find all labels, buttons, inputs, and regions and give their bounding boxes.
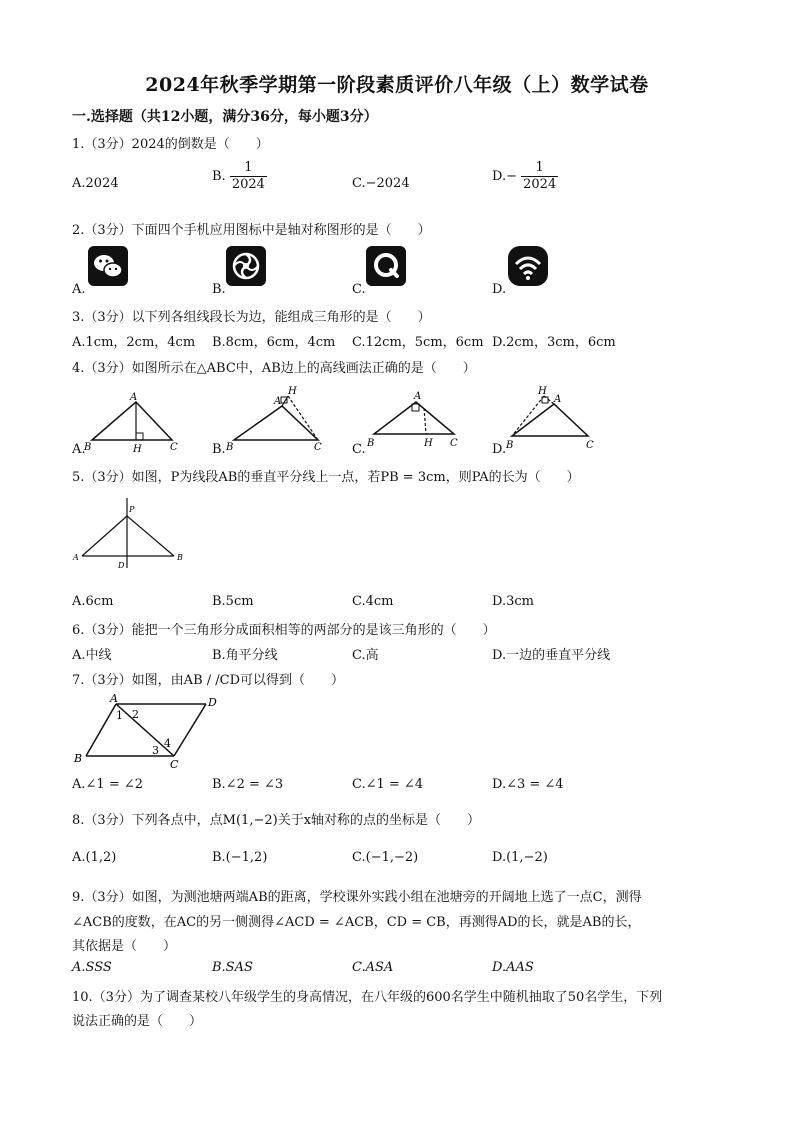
q7-option-b[interactable]: B.∠2 = ∠3 — [212, 777, 284, 792]
q5-label-a: A — [73, 553, 79, 562]
q1-option-d-fraction — [521, 160, 558, 193]
q7-label-d: D — [208, 696, 217, 709]
question-5-stem: 5.（3分）如图，P为线段AB的垂直平分线上一点，若PB = 3cm，则PA的长为（ ） — [72, 470, 580, 485]
question-4-stem: 4.（3分）如图所示在△ABC中，AB边上的高线画法正确的是（ ） — [72, 361, 476, 376]
q2-option-c[interactable]: C. — [352, 282, 366, 297]
q4a-label-b: B — [84, 442, 92, 453]
wechat-icon — [88, 246, 128, 286]
question-9-line-2: ∠ACB的度数，在AC的另一侧测得∠ACD = ∠ACB，CD = CB，再测得AD的长，就是AB的长， — [72, 915, 641, 930]
q7-angle-4: 4 — [164, 737, 171, 750]
q1-b-denominator: 2024 — [231, 177, 265, 192]
q5-label-d: D — [118, 561, 125, 570]
q1-option-d-prefix: D.− — [492, 169, 517, 184]
q1-b-numerator: 1 — [244, 160, 253, 175]
q1-d-denominator: 2024 — [523, 177, 557, 192]
q6-option-b[interactable]: B.角平分线 — [212, 648, 278, 663]
q3-option-d[interactable]: D.2cm，3cm，6cm — [492, 335, 616, 350]
q5-option-d[interactable]: D.3cm — [492, 594, 534, 609]
q5-figure — [70, 496, 188, 574]
section-heading: 一.选择题（共12小题，满分36分，每小题3分） — [72, 109, 378, 125]
q7-option-d[interactable]: D.∠3 = ∠4 — [492, 777, 564, 792]
question-10-line-1: 10.（3分）为了调查某校八年级学生的身高情况，在八年级的600名学生中随机抽取了50名学生，下列 — [72, 990, 663, 1005]
q4c-label-a: A — [414, 391, 422, 402]
q4b-label-h: H — [288, 386, 297, 397]
q4b-label-c: C — [314, 442, 322, 453]
q4-figure-b — [226, 384, 336, 456]
q8-option-b[interactable]: B.(−1,2) — [212, 850, 268, 865]
q7-label-a: A — [110, 692, 118, 705]
q4-option-c[interactable]: C. — [352, 442, 366, 457]
q8-option-d[interactable]: D.(1,−2) — [492, 850, 548, 865]
q4-figure-c — [364, 388, 474, 456]
q1-option-a[interactable]: A.2024 — [72, 176, 119, 191]
q9-option-d[interactable]: D.AAS — [492, 960, 534, 975]
q7-label-c: C — [170, 758, 179, 768]
question-7-stem: 7.（3分）如图，由AB / /CD可以得到（ ） — [72, 673, 345, 688]
q4d-label-h: H — [538, 386, 547, 397]
q4-option-d[interactable]: D. — [492, 442, 507, 457]
question-8-stem: 8.（3分）下列各点中，点M(1,−2)关于x轴对称的点的坐标是（ ） — [72, 813, 481, 828]
q2-option-d[interactable]: D. — [492, 282, 507, 297]
q4c-label-c: C — [450, 438, 458, 449]
question-9-line-1: 9.（3分）如图，为测池塘两端AB的距离，学校课外实践小组在池塘旁的开阔地上选了一点C，测得 — [72, 890, 642, 905]
q6-option-d[interactable]: D.一边的垂直平分线 — [492, 648, 611, 663]
q5-option-b[interactable]: B.5cm — [212, 594, 254, 609]
q4a-label-c: C — [170, 442, 178, 453]
q6-option-c[interactable]: C.高 — [352, 648, 379, 663]
q3-option-a[interactable]: A.1cm，2cm，4cm — [72, 335, 196, 350]
q6-option-a[interactable]: A.中线 — [72, 648, 112, 663]
q9-option-c[interactable]: C.ASA — [352, 960, 394, 975]
q9-option-a[interactable]: A.SSS — [72, 960, 112, 975]
q7-angle-2: 2 — [132, 708, 139, 721]
q4-option-b[interactable]: B. — [212, 442, 226, 457]
q4d-label-c: C — [586, 440, 594, 451]
q4-option-a[interactable]: A. — [72, 442, 86, 457]
q4-figure-d — [504, 384, 604, 456]
q2-option-a[interactable]: A. — [72, 282, 86, 297]
q4b-label-b: B — [226, 442, 234, 453]
question-3-stem: 3.（3分）以下列各组线段长为边，能组成三角形的是（ ） — [72, 310, 431, 325]
pinwheel-icon — [226, 246, 266, 286]
q5-option-c[interactable]: C.4cm — [352, 594, 394, 609]
question-10-line-2: 说法正确的是（ ） — [72, 1014, 203, 1029]
q1-option-d[interactable] — [492, 160, 558, 193]
q5-label-p: P — [129, 505, 135, 514]
q4d-label-a: A — [554, 394, 562, 405]
q7-angle-1: 1 — [116, 709, 123, 722]
q1-option-b[interactable] — [212, 160, 267, 193]
q8-option-a[interactable]: A.(1,2) — [72, 850, 117, 865]
q4a-label-h: H — [133, 444, 142, 455]
q7-figure — [70, 692, 220, 768]
q2-option-b[interactable]: B. — [212, 282, 226, 297]
q1-option-c[interactable]: C.−2024 — [352, 176, 410, 191]
question-9-line-3: 其依据是（ ） — [72, 939, 177, 954]
q-search-icon — [366, 246, 406, 286]
q3-option-c[interactable]: C.12cm，5cm，6cm — [352, 335, 484, 350]
q7-option-c[interactable]: C.∠1 = ∠4 — [352, 777, 424, 792]
q1-option-b-fraction — [230, 160, 267, 193]
q7-label-b: B — [74, 752, 83, 765]
q3-option-b[interactable]: B.8cm，6cm，4cm — [212, 335, 336, 350]
question-2-stem: 2.（3分）下面四个手机应用图标中是轴对称图形的是（ ） — [72, 223, 431, 238]
q4-figure-a — [80, 388, 190, 456]
q7-angle-3: 3 — [152, 744, 159, 757]
q4c-label-h: H — [424, 438, 433, 449]
q5-label-b: B — [177, 553, 183, 562]
q4b-label-a: A — [274, 396, 282, 407]
q9-option-b[interactable]: B.SAS — [212, 960, 253, 975]
q1-option-b-prefix: B. — [212, 169, 226, 184]
q8-option-c[interactable]: C.(−1,−2) — [352, 850, 419, 865]
q4c-label-b: B — [367, 438, 375, 449]
question-1-stem: 1.（3分）2024的倒数是（ ） — [72, 137, 269, 152]
wifi-icon — [508, 246, 548, 286]
question-6-stem: 6.（3分）能把一个三角形分成面积相等的两部分的是该三角形的（ ） — [72, 623, 496, 638]
q4a-label-a: A — [130, 392, 138, 403]
q5-option-a[interactable]: A.6cm — [72, 594, 114, 609]
q1-d-numerator: 1 — [535, 160, 544, 175]
exam-title: 2024年秋季学期第一阶段素质评价八年级（上）数学试卷 — [145, 74, 649, 96]
q7-option-a[interactable]: A.∠1 = ∠2 — [72, 777, 144, 792]
q4d-label-b: B — [506, 440, 514, 451]
